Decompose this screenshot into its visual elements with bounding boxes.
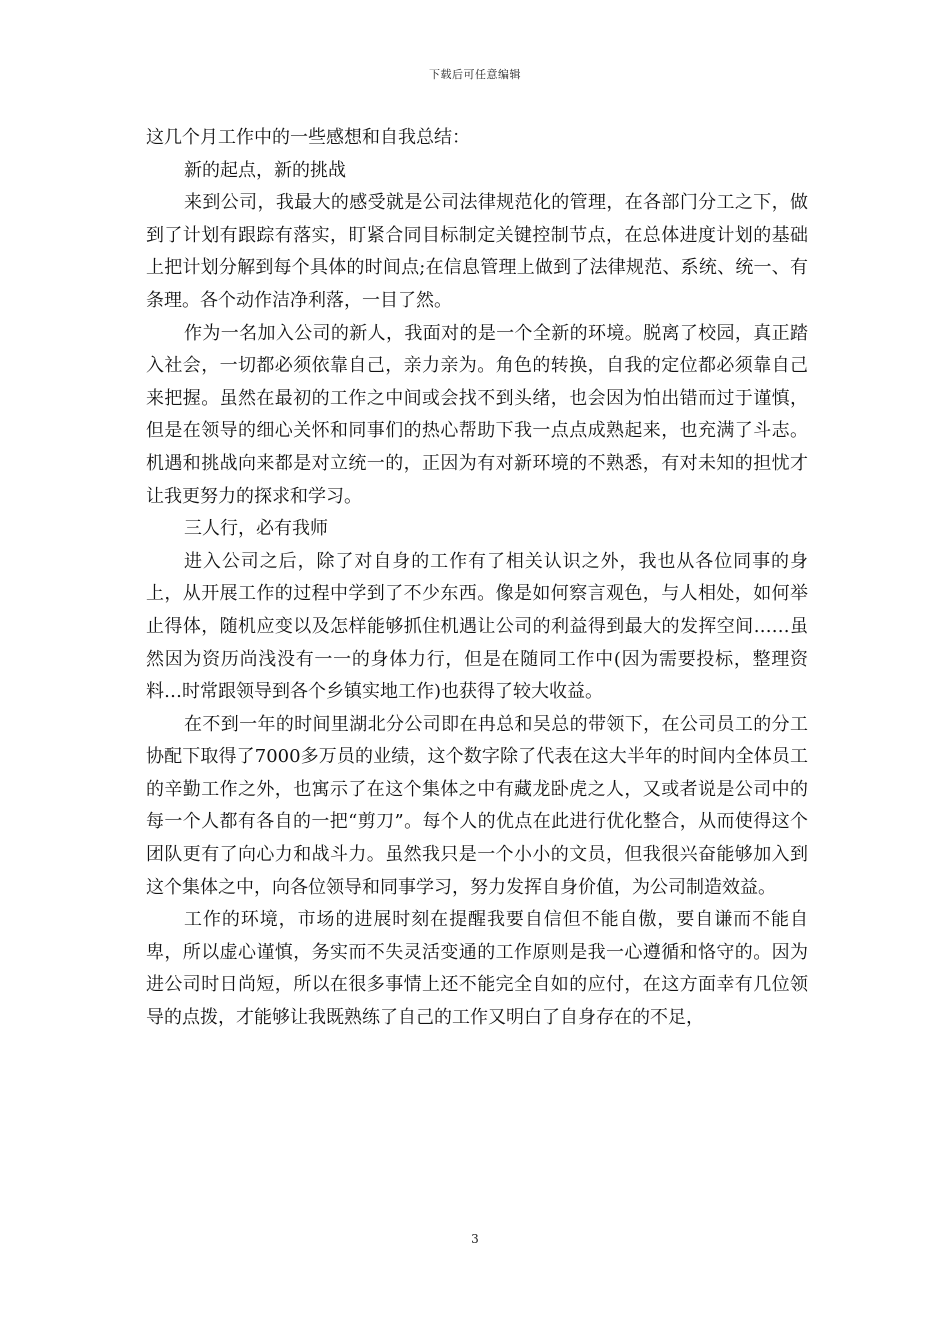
intro-line: 这几个月工作中的一些感想和自我总结： bbox=[146, 127, 470, 148]
paragraph-team-achievement: 在不到一年的时间里湖北分公司即在冉总和吴总的带领下，在公司员工的分工协配下取得了7000多万员的业绩，这个数字除了代表在这大半年的时间内全体员工的辛勤工作之外，也寓示了在这个集体之中有藏龙卧虎之人，又或者说是公司中的每一个人都有各自的一把“剪刀”。每个人的优点在此进行优化整合，从而使得这个团队更有了向心力和战斗力。虽然我只是一个小小的文员，但我很兴奋能够加入到这个集体之中，向各位领导和同事学习，努力发挥自身价值，为公司制造效益。 bbox=[146, 713, 808, 898]
document-body bbox=[146, 122, 808, 1035]
paragraph-new-environment: 作为一名加入公司的新人，我面对的是一个全新的环境。脱离了校园，真正踏入社会，一切都必须依靠自己，亲力亲为。角色的转换，自我的定位都必须靠自己来把握。虽然在最初的工作之中间或会找不到头绪，也会因为怕出错而过于谨慎，但是在领导的细心关怀和同事们的热心帮助下我一点点成熟起来，也充满了斗志。机遇和挑战向来都是对立统一的，正因为有对新环境的不熟悉，有对未知的担忧才让我更努力的探求和学习。 bbox=[146, 322, 808, 507]
paragraph-company-management: 来到公司，我最大的感受就是公司法律规范化的管理，在各部门分工之下，做到了计划有跟踪有落实，盯紧合同目标制定关键控制节点，在总体进度计划的基础上把计划分解到每个具体的时间点;在信息管理上做到了法律规范、系统、统一、有条理。各个动作洁净利落，一目了然。 bbox=[146, 192, 808, 311]
page-header: 下载后可任意编辑 bbox=[429, 68, 521, 81]
section-heading-learning: 三人行，必有我师 bbox=[184, 518, 328, 540]
page-number: 3 bbox=[471, 1232, 479, 1246]
section-heading-new-start: 新的起点，新的挑战 bbox=[184, 159, 346, 181]
paragraph-work-attitude: 工作的环境，市场的进展时刻在提醒我要自信但不能自傲，要自谦而不能自卑，所以虚心谨慎，务实而不失灵活变通的工作原则是我一心遵循和恪守的。因为进公司时日尚短，所以在很多事情上还不能完全自如的应付，在这方面幸有几位领导的点拨，才能够让我既熟练了自己的工作又明白了自身存在的不足， bbox=[146, 909, 808, 1029]
paragraph-learning-from-colleagues: 进入公司之后，除了对自身的工作有了相关认识之外，我也从各位同事的身上，从开展工作的过程中学到了不少东西。像是如何察言观色，与人相处，如何举止得体，随机应变以及怎样能够抓住机遇让公司的利益得到最大的发挥空间……虽然因为资历尚浅没有一一的身体力行，但是在随同工作中(因为需要投标，整理资料…时常跟领导到各个乡镇实地工作)也获得了较大收益。 bbox=[146, 550, 808, 703]
